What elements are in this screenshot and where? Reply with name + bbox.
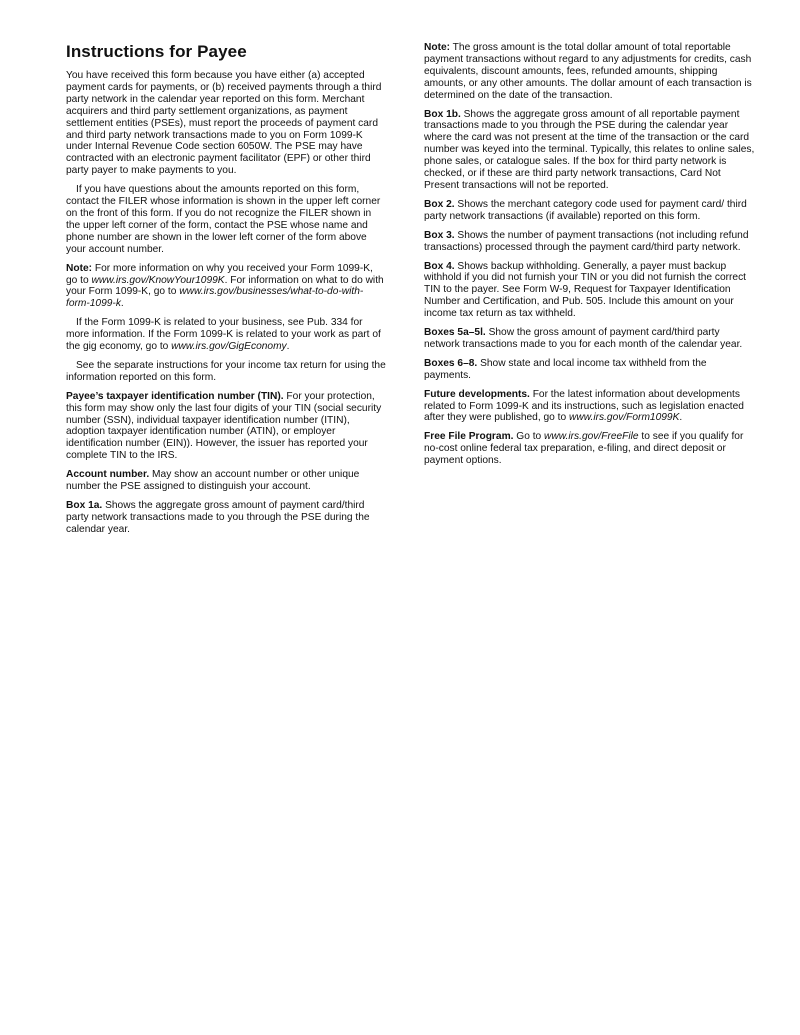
- separate-instructions-paragraph: See the separate instructions for your income tax return for using the information reported on this form.: [66, 359, 386, 383]
- free-file-text-2: to see if you qualify for no-cost online federal tax preparation, e-filing, and direct deposit or payment options.: [424, 431, 744, 467]
- note-label: Note:: [66, 262, 93, 274]
- box-2-text: Shows the merchant category code used for payment card/ third party network transactions (if available) reported on this form.: [424, 198, 747, 222]
- box-3-label: Box 3.: [424, 229, 455, 241]
- note-text-1: For more information on why you received your Form 1099-K, go to: [66, 262, 373, 286]
- boxes-5a-5l-text: Show the gross amount of payment card/third party network transactions made to you for each month of the calendar year.: [424, 327, 743, 350]
- business-text-2: .: [286, 341, 290, 353]
- business-paragraph: [66, 317, 386, 353]
- gross-amount-note-paragraph: [424, 42, 756, 102]
- account-number-paragraph: [66, 469, 386, 493]
- free-file-paragraph: [424, 431, 756, 467]
- boxes-5a-5l-paragraph: [424, 327, 756, 351]
- payee-tin-label: Payee’s taxpayer identification number (TIN).: [66, 390, 284, 402]
- box-1b-text: Shows the aggregate gross amount of all reportable payment transactions made to you through the PSE during the calendar year where the card was not present at the time of the transaction or the card number was keyed into the terminal. Typically, this relates to online sales, phone sales, or catalogue sales. If the box for third party network is checked, or if these are third party network transactions, Card Not Present transactions will not be reported.: [424, 108, 755, 191]
- box-1a-text: Shows the aggregate gross amount of payment card/third party network transactions made to you through the PSE during the calendar year.: [66, 500, 370, 535]
- left-column: [66, 41, 386, 543]
- note-text-2: . For information on what to do with your Form 1099-K, go to: [66, 274, 384, 298]
- payee-tin-text: For your protection, this form may show only the last four digits of your TIN (social security number (SSN), individual taxpayer identification number (ITIN), adoption taxpayer identification number (ATIN), or employer identification number (EIN)). However, the issuer has reported your complete TIN to the IRS.: [66, 390, 382, 462]
- free-file-link[interactable]: www.irs.gov/FreeFile: [544, 431, 639, 443]
- note-text-3: .: [120, 298, 124, 310]
- boxes-6-8-paragraph: [424, 358, 756, 382]
- box-4-paragraph: [424, 261, 756, 321]
- intro-paragraph: You have received this form because you have either (a) accepted payment cards for payments, or (b) received payments through a third party network in the calendar year reported on this form. Merchant acquirers and third party settlement organizations, as payment settlement entities (PSEs), must report the proceeds of payment card and third party network transactions made to you on Form 1099-K under Internal Revenue Code section 6050W. The PSE may have contracted with an electronic payment facilitator (EPF) or other third party payer to make payments to you.: [66, 70, 382, 177]
- account-number-label: Account number.: [66, 469, 150, 481]
- future-developments-paragraph: [424, 389, 756, 425]
- right-column: [424, 42, 756, 474]
- know-your-1099k-link[interactable]: www.irs.gov/KnowYour1099K: [91, 274, 225, 286]
- page-title: Instructions for Payee: [66, 42, 247, 61]
- note-paragraph: [66, 263, 386, 311]
- form-1099k-link[interactable]: www.irs.gov/Form1099K: [568, 412, 680, 424]
- gig-economy-link[interactable]: www.irs.gov/GigEconomy: [171, 341, 287, 353]
- boxes-5a-5l-label: Boxes 5a–5l.: [424, 327, 486, 339]
- free-file-label: Free File Program.: [424, 431, 514, 443]
- free-file-text-1: Go to: [513, 431, 545, 443]
- payee-tin-paragraph: [66, 391, 386, 462]
- box-1b-paragraph: [424, 109, 756, 192]
- future-developments-label: Future developments.: [424, 388, 530, 400]
- box-1a-paragraph: [66, 500, 386, 536]
- box-1b-label: Box 1b.: [424, 108, 461, 120]
- box-1a-label: Box 1a.: [66, 500, 103, 511]
- future-developments-text-2: .: [679, 412, 683, 424]
- account-number-text: May show an account number or other unique number the PSE assigned to distinguish your account.: [66, 469, 360, 493]
- box-3-paragraph: [424, 230, 756, 254]
- box-4-label: Box 4.: [424, 260, 455, 272]
- future-developments-text: For the latest information about developments related to Form 1099-K and its instructions, such as legislation enacted after they were published, go to: [424, 388, 744, 424]
- gross-amount-note-text: The gross amount is the total dollar amount of total reportable payment transactions without regard to any adjustments for credits, cash equivalents, discount amounts, fees, refunded amounts, shipping amounts, or any other amounts. The dollar amount of each transaction is determined on the date of the transaction.: [424, 42, 752, 101]
- box-3-text: Shows the number of payment transactions (not including refund transactions) processed through the payment card/third party network.: [424, 229, 749, 253]
- box-2-label: Box 2.: [424, 198, 455, 210]
- questions-paragraph: If you have questions about the amounts reported on this form, contact the FILER whose information is shown in the upper left corner on the front of this form. If you do not recognize the FILER shown in the upper left corner of the form, contact the PSE whose name and phone number are shown in the lower left corner of the form above your account number.: [66, 184, 381, 255]
- box-4-text: Shows backup withholding. Generally, a payer must backup withhold if you did not furnish your TIN or you did not furnish the correct TIN to the payer. See Form W-9, Request for Taxpayer Identification Number and Certification, and Pub. 505. Include this amount on your income tax return as tax withheld.: [424, 260, 747, 320]
- gross-amount-note-label: Note:: [424, 42, 451, 53]
- business-text-1: If the Form 1099-K is related to your business, see Pub. 334 for more information. If the Form 1099-K is related to your work as part of the gig economy, go to: [66, 317, 381, 353]
- what-to-do-link[interactable]: www.irs.gov/businesses/what-to-do-with-form-1099-k: [66, 286, 364, 310]
- boxes-6-8-text: Show state and local income tax withheld from the payments.: [424, 357, 707, 381]
- box-2-paragraph: [424, 199, 756, 223]
- boxes-6-8-label: Boxes 6–8.: [424, 357, 478, 369]
